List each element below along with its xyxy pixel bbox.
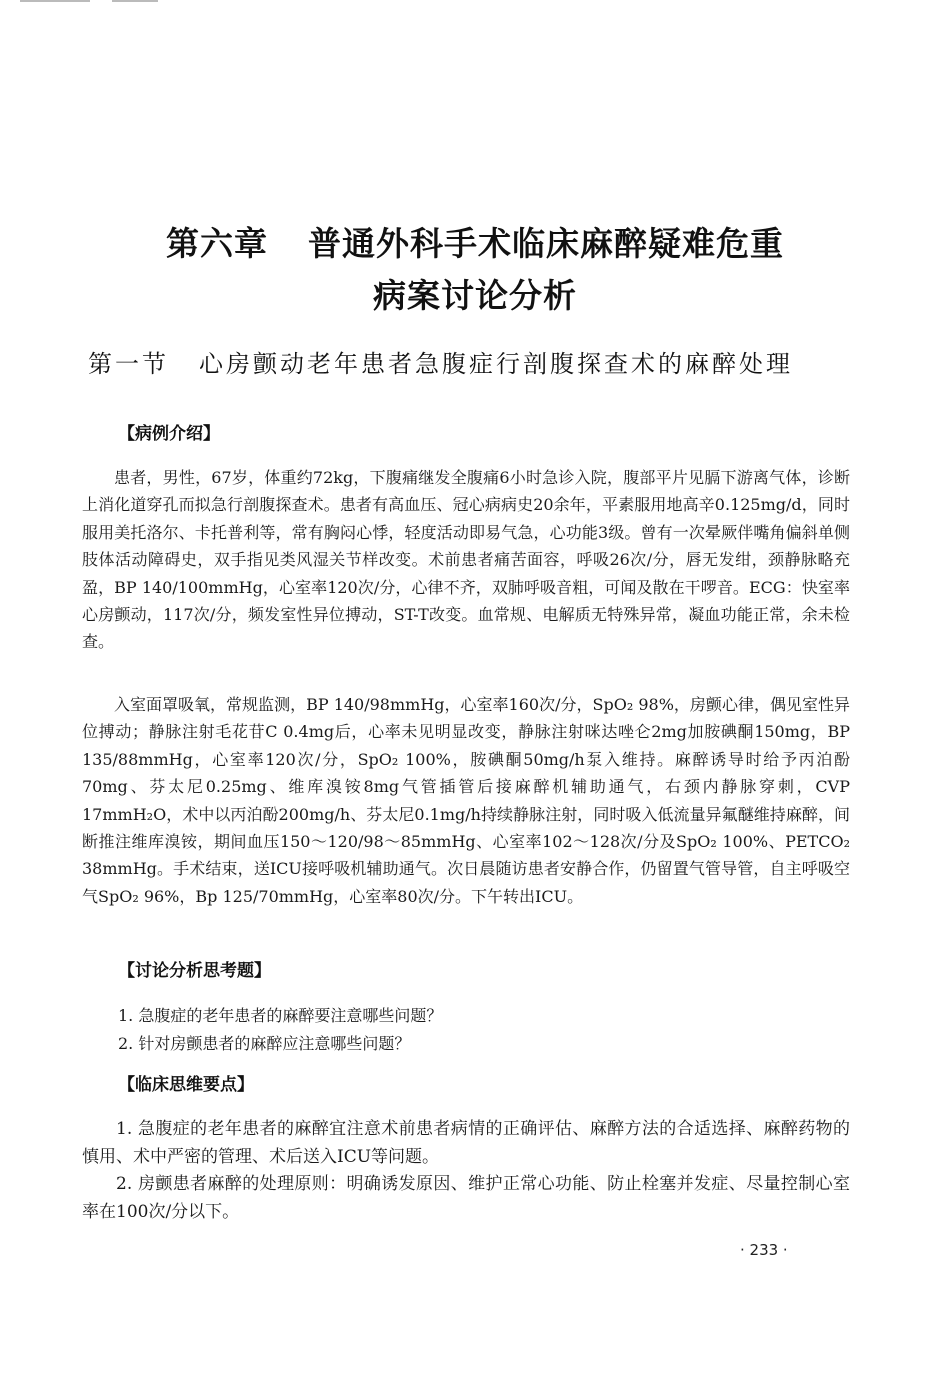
chapter-title <box>80 218 870 322</box>
case-intro-heading: 【病例介绍】 <box>118 424 220 444</box>
chapter-title-line1: 普通外科手术临床麻醉疑难危重 <box>308 224 784 263</box>
page-number: · 233 · <box>740 1241 788 1259</box>
section-number: 第一节 <box>88 350 169 378</box>
section-title <box>88 346 878 382</box>
chapter-number: 第六章 <box>166 224 268 263</box>
scan-edge-mark <box>112 0 158 2</box>
case-paragraph-2: 入室面罩吸氧，常规监测，BP 140/98mmHg，心室率160次/分，SpO₂ 98%，房颤心律，偶见室性异位搏动；静脉注射毛花苷C 0.4mg后，心率未见明显改变，静脉注射咪达唑仑2mg加胺碘酮150mg，BP 135/88mmHg，心室率120次/分，SpO₂ 100%，胺碘酮50mg/h泵入维持。麻醉诱导时给予丙泊酚70mg、芬太尼0.25mg、维库溴铵8mg气管插管后接麻醉机辅助通气，右颈内静脉穿刺，CVP 17mmH₂O，术中以丙泊酚200mg/h、芬太尼0.1mg/h持续静脉注射，同时吸入低流量异氟醚维持麻醉，间断推注维库溴铵，期间血压150～120/98～85mmHg、心室率102～128次/分及SpO₂ 100%、PETCO₂ 38mmHg。手术结束，送ICU接呼吸机辅助通气。次日晨随访患者安静合作，仍留置气管导管，自主呼吸空气SpO₂ 96%，Bp 125/70mmHg，心室率80次/分。下午转出ICU。 <box>82 695 850 906</box>
clinical-point: 2. 房颤患者麻醉的处理原则：明确诱发原因、维护正常心功能、防止栓塞并发症、尽量控制心室率在100次/分以下。 <box>82 1174 850 1222</box>
clinical-point: 1. 急腹症的老年患者的麻醉宜注意术前患者病情的正确评估、麻醉方法的合适选择、麻醉药物的慎用、术中严密的管理、术后送入ICU等问题。 <box>82 1119 850 1167</box>
clinical-points-heading: 【临床思维要点】 <box>118 1075 254 1095</box>
chapter-title-line2: 病案讨论分析 <box>373 276 577 315</box>
discussion-question: 2. 针对房颤患者的麻醉应注意哪些问题？ <box>118 1034 411 1053</box>
case-paragraph-1: 患者，男性，67岁，体重约72kg，下腹痛继发全腹痛6小时急诊入院，腹部平片见膈下游离气体，诊断上消化道穿孔而拟急行剖腹探查术。患者有高血压、冠心病病史20余年，平素服用地高辛0.125mg/d，同时服用美托洛尔、卡托普利等，常有胸闷心悸，轻度活动即易气急，心功能3级。曾有一次晕厥伴嘴角偏斜单侧肢体活动障碍史，双手指见类风湿关节样改变。术前患者痛苦面容，呼吸26次/分，唇无发绀，颈静脉略充盈，BP 140/100mmHg，心室率120次/分，心律不齐，双肺呼吸音粗，可闻及散在干啰音。ECG：快室率心房颤动，117次/分，频发室性异位搏动，ST-T改变。血常规、电解质无特殊异常，凝血功能正常，余未检查。 <box>82 468 850 652</box>
scan-edge-mark <box>20 0 90 2</box>
discussion-heading: 【讨论分析思考题】 <box>118 961 271 981</box>
section-title-text: 心房颤动老年患者急腹症行剖腹探查术的麻醉处理 <box>199 350 793 378</box>
discussion-question: 1. 急腹症的老年患者的麻醉要注意哪些问题？ <box>118 1006 443 1025</box>
